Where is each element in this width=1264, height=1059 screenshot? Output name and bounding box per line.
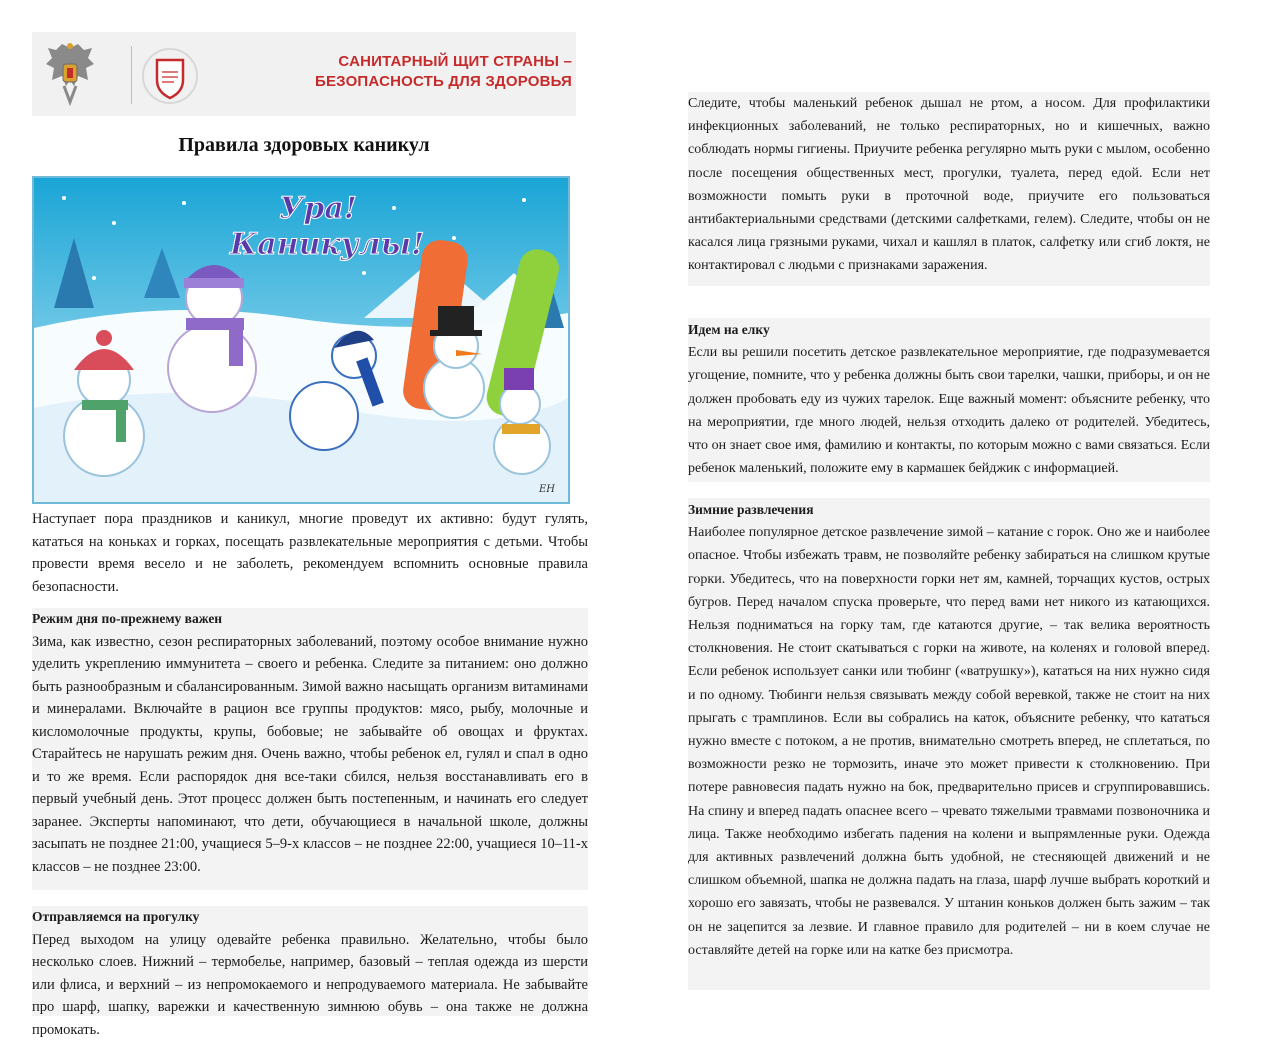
sanitary-shield-icon: [140, 46, 200, 106]
section-text: Наиболее популярное детское развлечение зимой – катание с горок. Оно же и наиболее опасное. Чтобы избежать травм, не позволяйте ребенку забираться на слишком крутые горки. Убедитесь, что на поверхности горки нет ям, камней, торчащих кустов, острых бугров. Перед началом спуска проверьте, что перед вами нет никого из катающихся. Нельзя подниматься на горку там, где катаются другие, – так велика вероятность столкновения. Не стоит скатываться с горки на животе, на коленях и головой вперед. Если ребенок использует санки или тюбинг («ватрушку»), кататься на них нужно сидя и по одному. Тюбинги нельзя связывать между собой веревкой, также не стоит на них прыгать с трамплинов. Если вы собрались на каток, объясните ребенку, что кататься нужно вместе с потоком, а не против, внимательно смотреть вперед, не сплетаться, по возможности резко не тормозить, иначе это может привести к столкновению. При потере равновесия падать нужно на бок, предварительно присев и сгруппировавшись. На спину и вперед падать опаснее всего – чревато тяжелыми травмами позвоночника и лица. Также необходимо избегать падения на колени и выпрямленные руки. Одежда для активных развлечений должна быть удобной, не стесняющей движений и не слишком объемной, шапка не должна падать на глаза, шарф лучше выбрать короткий и хорошо его завязать, чтобы не развевался. У штанин коньков должен быть зажим – так он не зацепится за лезвие. И главное правило для родителей – ни в коем случае не оставляйте детей на горке или на катке без присмотра.: [688, 525, 1210, 958]
section-heading: Режим дня по-прежнему важен: [32, 611, 223, 626]
section-walk: [32, 906, 588, 1038]
section-text: Зима, как известно, сезон респираторных заболеваний, поэтому особое внимание нужно уделить укреплению иммунитета – своего и ребенка. Следите за питанием: оно должно быть разнообразным и сбалансированным. Зимой важно насыщать организм витаминами и минералами. Включайте в рацион все группы продуктов: мясо, рыбу, молочные и кисломолочные продукты, крупы, бобовые; не забывайте об овощах и фруктах. Старайтесь не нарушать режим дня. Очень важно, чтобы ребенок ел, гулял и спал в одно и то же время. Если распорядок дня все-таки сбился, нельзя восстанавливать его в первый учебный день. Этот процесс должен быть постепенным, и начинать его следует заранее. Эксперты напоминают, что дети, обучающиеся в начальной школе, должны засыпать не позднее 21:00, учащиеся 5–9-х классов – не позднее 22:00, учащиеся 10–11-х классов – не позднее 23:00.: [32, 633, 588, 875]
section-text: Перед выходом на улицу одевайте ребенка правильно. Желательно, чтобы было несколько слоев. Нижний – термобелье, например, базовый – теплая одежда из шерсти или флиса, и верхний – из непромокаемого и непродуваемого материала. Не забывайте про шарф, шапку, варежки и качественную зимнюю обувь – она также не должна промокать.: [32, 931, 588, 1038]
banner-slogan: [282, 52, 572, 92]
slogan-line-2: БЕЗОПАСНОСТЬ ДЛЯ ЗДОРОВЬЯ: [314, 73, 572, 90]
header-banner: [32, 32, 576, 116]
section-text: Если вы решили посетить детское развлекательное мероприятие, где подразумевается угощение, помните, что у ребенка должны быть свои тарелки, чашки, приборы, и он не должен пробовать еду из чужих тарелок. Еще важный момент: объясните ребенку, что на мероприятии, где много людей, нельзя отходить далеко от родителей. Убедитесь, что он знает свое имя, фамилию и контакты, по которым можно с вами связаться. Если ребенок маленький, положите ему в кармашек бейджик с информацией.: [688, 345, 1210, 477]
caption-line-1: Ура!: [279, 191, 357, 226]
section-winter-fun: [688, 498, 1210, 990]
intro-text: Наступает пора праздников и каникул, многие проведут их активно: будут гулять, кататься на коньках и горках, посещать развлекательные мероприятия с детьми. Чтобы провести время весело и не заболеть, рекомендуем вспомнить основные правила безопасности.: [32, 511, 588, 595]
section-regime: [32, 608, 588, 890]
double-headed-eagle-emblem-icon: [42, 40, 98, 110]
page-title: Правила здоровых каникул: [178, 134, 430, 156]
holiday-illustration: [32, 176, 570, 504]
section-heading: Зимние развлечения: [688, 502, 814, 517]
caption-line-2: Каникулы!: [230, 227, 425, 262]
section-heading: Отправляемся на прогулку: [32, 909, 200, 924]
banner-divider: [131, 46, 132, 104]
artist-signature: ЕН: [539, 484, 556, 495]
section-hygiene: [688, 92, 1210, 286]
slogan-line-1: САНИТАРНЫЙ ЩИТ СТРАНЫ –: [338, 53, 572, 70]
section-heading: Идем на елку: [688, 322, 770, 337]
section-text: Следите, чтобы маленький ребенок дышал не ртом, а носом. Для профилактики инфекционных заболеваний, не только респираторных, но и кишечных, важно соблюдать нормы гигиены. Приучите ребенка регулярно мыть руки с мылом, особенно после посещения общественных мест, прогулки, туалета, перед едой. Если нет возможности помыть руки в проточной воде, приучите его пользоваться антибактериальными средствами (детскими салфетками, гелем). Следите, чтобы он не касался лица грязными руками, чихал и кашлял в платок, салфетку или сгиб локтя, не контактировал с людьми с признаками заражения.: [688, 96, 1210, 274]
section-tree: [688, 318, 1210, 482]
intro-paragraph: [32, 508, 588, 598]
